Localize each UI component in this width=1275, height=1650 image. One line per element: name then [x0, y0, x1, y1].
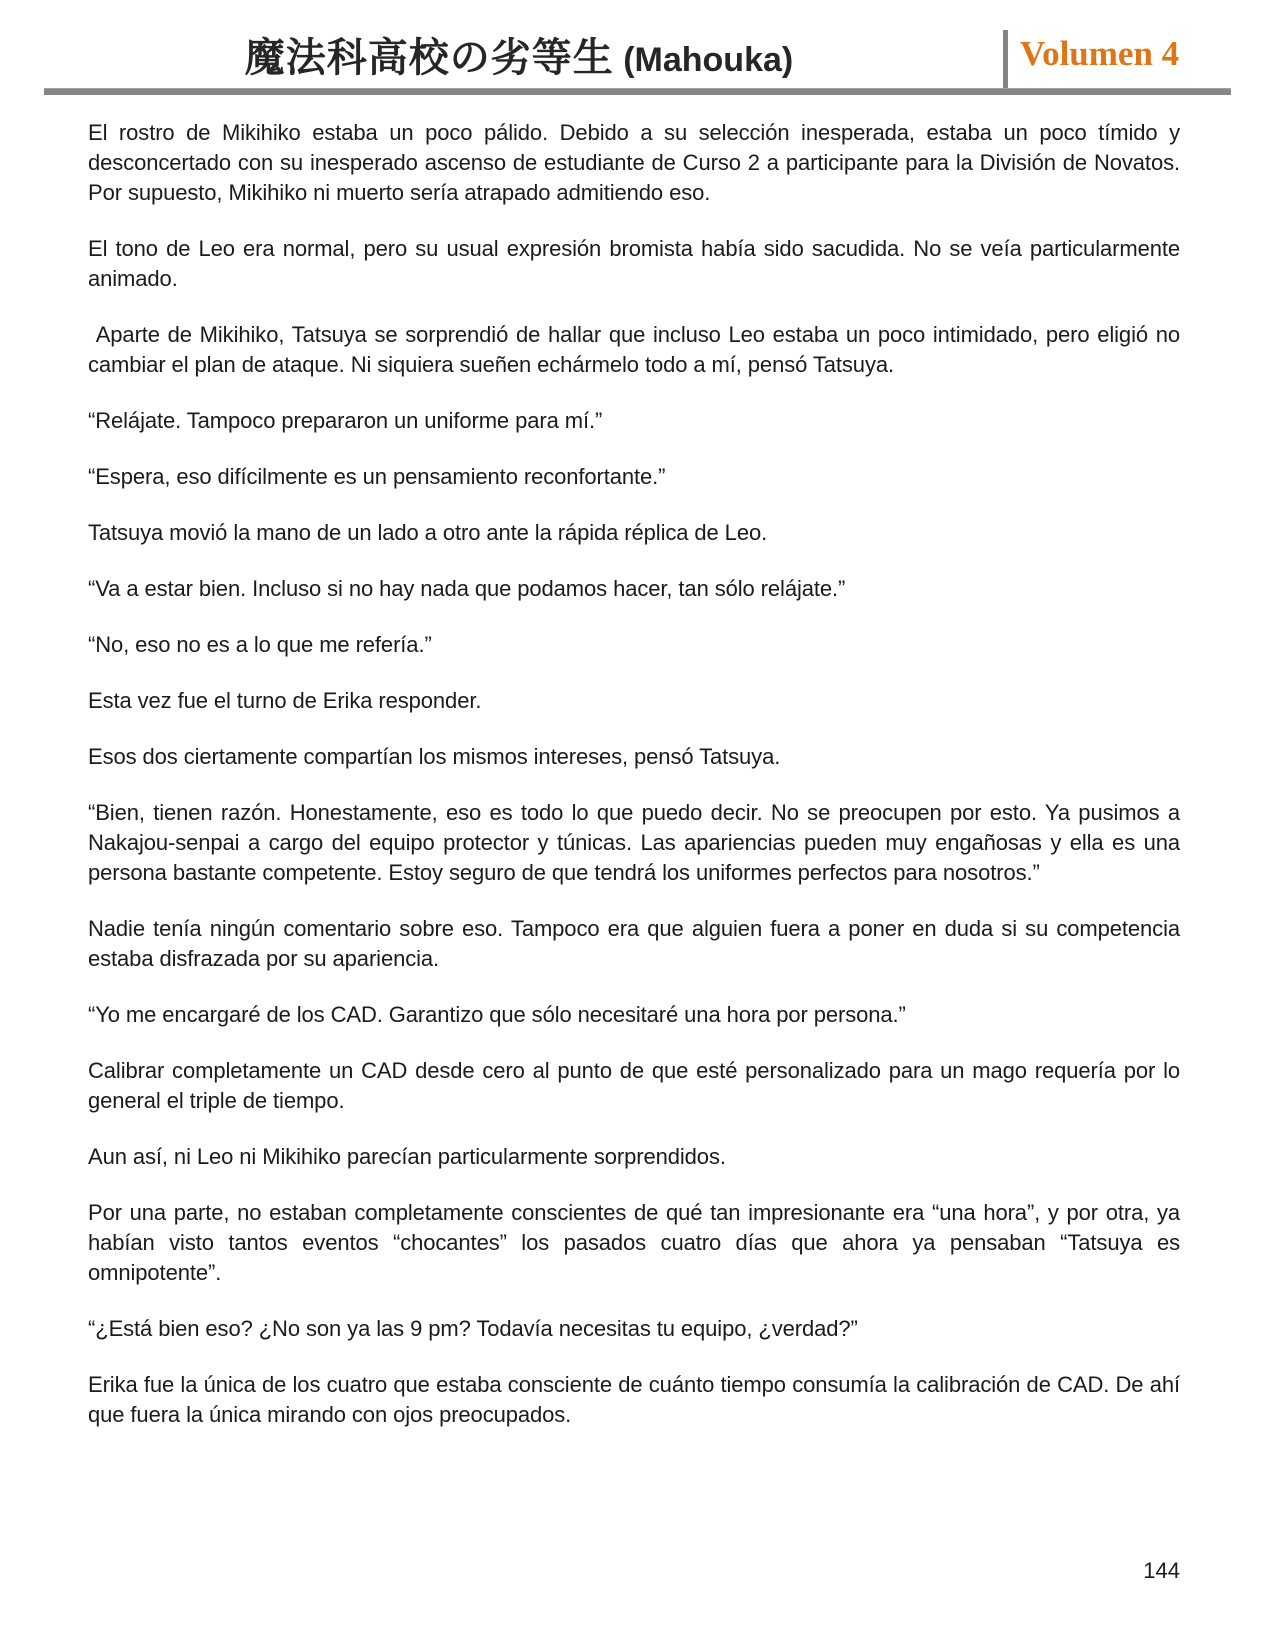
paragraph: Aparte de Mikihiko, Tatsuya se sorprendió de hallar que incluso Leo estaba un poco intimidado, pero eligió no cambiar el plan de ataque. Ni siquiera sueñen echármelo todo a mí, pensó Tatsuya.: [88, 322, 1180, 377]
page-number: 144: [1143, 1558, 1180, 1583]
page-title-romaji: (Mahouka): [613, 41, 794, 79]
page-body: [88, 118, 1180, 1456]
page-title-japanese: 魔法科高校の劣等生: [244, 34, 614, 81]
volume-label: Volumen 4: [1020, 34, 1180, 73]
paragraph-dialogue: “Va a estar bien. Incluso si no hay nada que podamos hacer, tan sólo relájate.”: [88, 576, 846, 601]
page-title: [44, 26, 994, 83]
paragraph: El rostro de Mikihiko estaba un poco pálido. Debido a su selección inesperada, estaba un poco tímido y desconcertado con su inesperado ascenso de estudiante de Curso 2 a participante para la División de Novatos. Por supuesto, Mikihiko ni muerto sería atrapado admitiendo eso.: [88, 120, 1180, 205]
paragraph: Esos dos ciertamente compartían los mismos intereses, pensó Tatsuya.: [88, 744, 781, 769]
paragraph: Calibrar completamente un CAD desde cero al punto de que esté personalizado para un mago requería por lo general el triple de tiempo.: [88, 1058, 1180, 1113]
paragraph-dialogue: “Relájate. Tampoco prepararon un uniforme para mí.”: [88, 408, 603, 433]
paragraph: Esta vez fue el turno de Erika responder.: [88, 688, 482, 713]
paragraph-dialogue: “¿Está bien eso? ¿No son ya las 9 pm? Todavía necesitas tu equipo, ¿verdad?”: [88, 1316, 858, 1341]
paragraph: Erika fue la única de los cuatro que estaba consciente de cuánto tiempo consumía la calibración de CAD. De ahí que fuera la única mirando con ojos preocupados.: [88, 1372, 1180, 1427]
paragraph: El tono de Leo era normal, pero su usual expresión bromista había sido sacudida. No se veía particularmente animado.: [88, 236, 1180, 291]
paragraph: Nadie tenía ningún comentario sobre eso. Tampoco era que alguien fuera a poner en duda si su competencia estaba disfrazada por su apariencia.: [88, 916, 1180, 971]
paragraph-dialogue: “Espera, eso difícilmente es un pensamiento reconfortante.”: [88, 464, 666, 489]
paragraph: Tatsuya movió la mano de un lado a otro ante la rápida réplica de Leo.: [88, 520, 768, 545]
header-divider-bar: [1003, 30, 1008, 92]
paragraph-dialogue: “Yo me encargaré de los CAD. Garantizo que sólo necesitaré una hora por persona.”: [88, 1002, 906, 1027]
paragraph: Por una parte, no estaban completamente conscientes de qué tan impresionante era “una hora”, y por otra, ya habían visto tantos eventos “chocantes” los pasados cuatro días que ahora ya pensaban “Tatsuya es omnipotente”.: [88, 1200, 1180, 1285]
paragraph: Aun así, ni Leo ni Mikihiko parecían particularmente sorprendidos.: [88, 1144, 726, 1169]
header-rule: [44, 88, 1231, 95]
paragraph-dialogue: “Bien, tienen razón. Honestamente, eso es todo lo que puedo decir. No se preocupen por esto. Ya pusimos a Nakajou-senpai a cargo del equipo protector y túnicas. Las apariencias pueden muy engañosas y ella es una persona bastante competente. Estoy seguro de que tendrá los uniformes perfectos para nosotros.”: [88, 800, 1180, 885]
paragraph-dialogue: “No, eso no es a lo que me refería.”: [88, 632, 432, 657]
